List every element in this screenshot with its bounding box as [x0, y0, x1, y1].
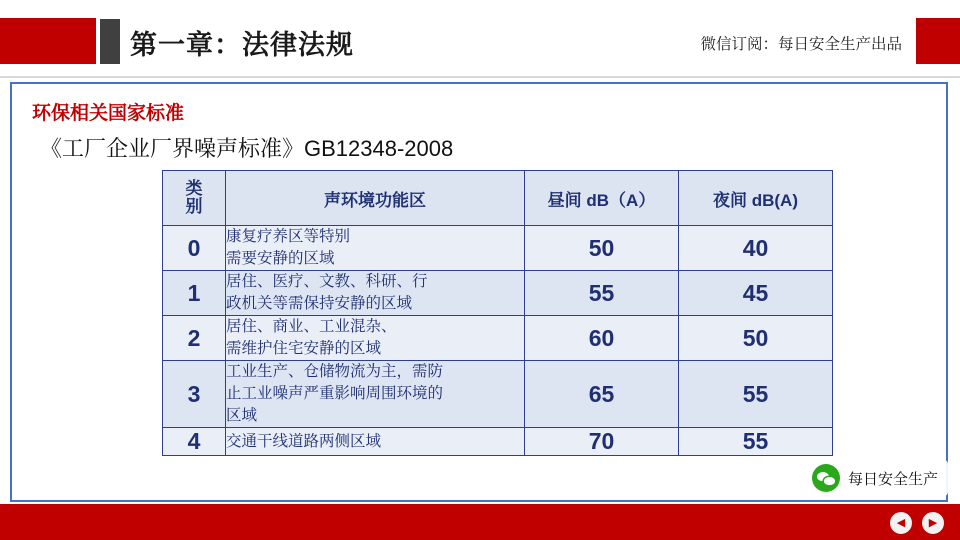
- cell-night-limit: 40: [679, 226, 833, 271]
- wechat-icon: [812, 464, 840, 492]
- table-row: [163, 271, 833, 316]
- table-row: [163, 428, 833, 456]
- prev-slide-button[interactable]: ◀: [890, 512, 912, 534]
- cell-category: 4: [163, 428, 226, 456]
- cell-category: 2: [163, 316, 226, 361]
- column-header-night: 夜间 dB(A): [679, 171, 833, 226]
- cell-zone-line: 政机关等需保持安静的区域: [226, 295, 413, 312]
- cell-day-limit: 55: [525, 271, 679, 316]
- cell-night-limit: 50: [679, 316, 833, 361]
- cell-zone-line: 需要安静的区域: [226, 250, 335, 267]
- cell-category: 1: [163, 271, 226, 316]
- slide-header: [0, 0, 960, 78]
- cell-night-limit: 55: [679, 428, 833, 456]
- table-header-row: [163, 171, 833, 226]
- cell-zone-line: 止工业噪声严重影响周围环境的: [226, 385, 444, 402]
- slide-nav[interactable]: [890, 512, 944, 534]
- cell-night-limit: 45: [679, 271, 833, 316]
- cell-zone: [226, 316, 525, 361]
- cell-zone-line: 工业生产、仓储物流为主，需防: [226, 363, 444, 380]
- section-title: 环保相关国家标准: [32, 103, 185, 124]
- header-divider: [0, 76, 960, 78]
- cell-zone: [226, 361, 525, 428]
- table-header: [163, 171, 833, 226]
- noise-limits-table: [162, 170, 833, 456]
- cell-category: 0: [163, 226, 226, 271]
- cell-zone: [226, 271, 525, 316]
- cell-day-limit: 65: [525, 361, 679, 428]
- cell-category: 3: [163, 361, 226, 428]
- cell-zone: [226, 428, 525, 456]
- column-header-category-line1: 类: [185, 178, 203, 198]
- column-header-category-line2: 别: [185, 197, 203, 216]
- next-slide-button[interactable]: ▶: [922, 512, 944, 534]
- standard-name: 《工厂企业厂界噪声标准》GB12348-2008: [40, 136, 454, 161]
- header-red-block-right: [916, 18, 960, 64]
- column-header-zone: 声环境功能区: [226, 171, 525, 226]
- column-header-day: 昼间 dB（A）: [525, 171, 679, 226]
- cell-zone-line: 区域: [226, 407, 258, 424]
- footer-bar: [0, 504, 960, 540]
- subscribe-note: 微信订阅：每日安全生产出品: [700, 36, 902, 53]
- cell-zone-line: 居住、商业、工业混杂、: [226, 318, 397, 335]
- page-title: 第一章：法律法规: [130, 30, 354, 60]
- cell-night-limit: 55: [679, 361, 833, 428]
- table-body: [163, 226, 833, 456]
- slide-content-panel: [10, 82, 948, 502]
- column-header-category: [163, 171, 226, 226]
- cell-zone: [226, 226, 525, 271]
- header-accent-bar: [100, 19, 120, 64]
- cell-zone-line: 交通干线道路两侧区域: [226, 432, 382, 450]
- table-row: [163, 361, 833, 428]
- watermark-label: 每日安全生产: [847, 470, 938, 488]
- cell-day-limit: 70: [525, 428, 679, 456]
- cell-zone-line: 居住、医疗、文教、科研、行: [226, 273, 428, 290]
- table-row: [163, 316, 833, 361]
- cell-day-limit: 60: [525, 316, 679, 361]
- watermark-badge: [806, 460, 948, 496]
- table-row: [163, 226, 833, 271]
- header-red-block-left: [0, 18, 96, 64]
- cell-zone-line: 需维护住宅安静的区域: [226, 340, 382, 357]
- cell-zone-line: 康复疗养区等特别: [226, 228, 351, 245]
- cell-day-limit: 50: [525, 226, 679, 271]
